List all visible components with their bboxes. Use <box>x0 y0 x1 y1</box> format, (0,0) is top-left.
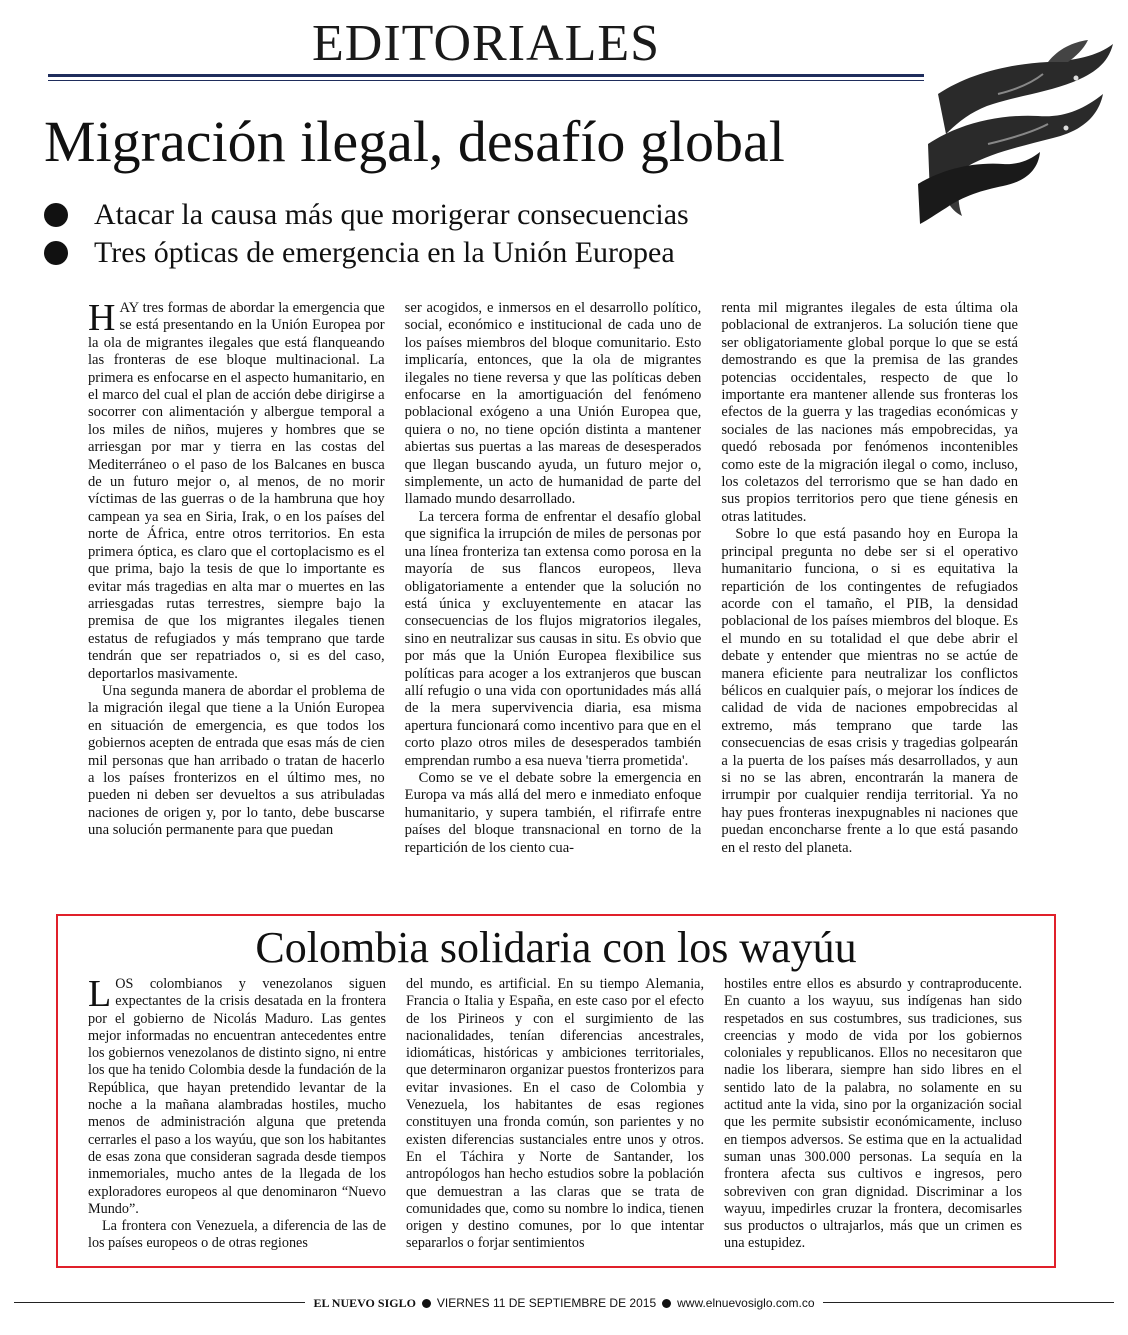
paragraph: La tercera forma de enfrentar el desafío global que significa la irrupción de miles de personas por una línea fronteriza tan extensa como porosa en la mayoría de sus flancos europeos, lleva obligatoriamente a entender que la solución no está única y excluyentemente en atacar las consecuencias de los flujos migratorios ilegales, sino en neutralizar sus causas in situ. Es obvio que por más que la Unión Europea flexibilice sus políticas para acoger a los extranjeros que buscan allí refugio o una vida con oportunidades más allá de la mera supervivencia diaria, esa misma apertura funcionará como incentivo para que en el corto plazo otros miles de desesperados también emprendan rumbo a esa nueva 'tierra prometida'. <box>404 508 702 769</box>
paragraph-text: colombianos y venezolanos siguen expectantes de la crisis desatada en la frontera por el gobierno de Nicolás Maduro. Las gentes mejor informadas no encuentran antecedentes entre los gobiernos venezolanos de distinto signo, ni entre los que ha tenido Colombia desde la fundación de la República, que hayan pretendido levantar de la noche a la mañana alambradas hostiles, mucho menos de administración alguna que pretenda cerrarles el paso a los wayúu, que son los habitantes de esas zona que consideran sagrada desde tiempos inmemoriales, mucho antes de la llegada de los exploradores europeos al que denominaron “Nuevo Mundo”. <box>88 976 386 1217</box>
paragraph: Una segunda manera de abordar el problema de la migración ilegal que tiene a la Unión Europea en situación de emergencia, es que todos los gobiernos acepten de entrada que esas más de cien mil personas que han arribado o tratan de hacerlo a los países fronterizos en el último mes, no pueden ni deben ser devueltos a sus atribuladas naciones de origen y, por lo tanto, debe buscarse una solución permanente para que puedan <box>88 682 385 839</box>
header-rule <box>48 74 924 77</box>
box-column-1 <box>88 976 386 1262</box>
lead-in: AY <box>119 300 139 316</box>
paragraph: Sobre lo que está pasando hoy en Europa la principal pregunta no debe ser si el operativo humanitario funciona, o si es equitativa la repartición de los contingentes de refugiados acorde con el tamaño, el PIB, la densidad poblacional de los países miembros del bloque. Es el mundo en su totalidad el que debe abrir el debate y entender que mientras no se actúe de manera eficiente para neutralizar los conflictos bélicos en cualquier país, o mejorar los índices de calidad de vida de naciones empobrecidas al extremo, más temprano que tarde las consecuencias de esas crisis y tragedias golpearán a la puerta de los países más desarrollados, y aun si no se las abren, encontrarán la manera de irrumpir por cualquier rendija territorial. Ya no hay pues fronteras inexpugnables ni naciones que puedan enconcharse frente a lo que está pasando en el resto del planeta. <box>721 526 1019 856</box>
subheadline-item <box>44 234 689 272</box>
box-column-3 <box>724 976 1022 1262</box>
paragraph: La frontera con Venezuela, a diferencia de las de los países europeos o de otras regiones <box>88 1218 386 1252</box>
paragraph <box>88 976 386 1218</box>
section-title: EDITORIALES <box>312 15 661 72</box>
footer-url[interactable]: www.elnuevosiglo.com.co <box>677 1296 815 1310</box>
box-body <box>88 976 1022 1262</box>
article-column-1 <box>88 300 385 908</box>
article-body <box>88 300 1018 908</box>
paragraph: del mundo, es artificial. En su tiempo Alemania, Francia o Italia y España, en este caso por el efecto de los Pirineos y con el surgimiento de las nacionalidades, tenían diferencias ancestrales, idiomáticas, históricas y ambiciones territoriales, que determinaron organizar puestos fronterizos para evitar invasiones. En el caso de Colombia y Venezuela, los habitantes de esas regiones constituyen una fronda común, son parientes y no existen diferencias sustanciales entre unos y otros. En el Táchira y Norte de Santander, los antropólogos han hecho estudios sobre la población que demuestran a las claras que se trata de comunidades que, como su nombre lo indica, tienen origen y destino comunes, por lo que intentar separarlos o forjar sentimientos <box>406 976 704 1252</box>
footer-brand: EL NUEVO SIGLO <box>313 1296 416 1310</box>
paragraph <box>88 300 385 683</box>
subheadline-text: Tres ópticas de emergencia en la Unión Europea <box>94 236 675 269</box>
header-rule-thin <box>48 80 924 81</box>
paragraph-text: tres formas de abordar la emergencia que se está presentando en la Unión Europea por la ola de migrantes ilegales que está flanqueando las fronteras de ese bloque multinacional. La primera es enfocarse en el aspecto humanitario, en el marco del cual el plan de acción debe dirigirse a socorrer con alimentación y albergue temporal a los miles de niños, mujeres y hombres que se arriesgan por mar y tierra en las costas del Mediterráneo o el paso de los Balcanes en busca de un futuro mejor o, al menos, de no morir víctimas de las guerras o de la hambruna que hoy campean ya sea en Siria, Irak, o en los países del norte de África, entre otros territorios. En esta primera óptica, es claro que el cortoplacismo es el que prima, bajo la tesis de que lo importante es evitar más tragedias en alta mar o muertes en las arriesgadas rutas terrestres, siempre bajo la premisa de que los migrantes ilegales tienen estatus de refugiados y más temprano que tarde tendrán que ser repatriados o, si es del caso, deportarlos masivamente. <box>88 300 385 682</box>
footer-strip <box>305 1296 822 1311</box>
subheadline-text: Atacar la causa más que morigerar consecuencias <box>94 198 689 231</box>
paragraph: ser acogidos, e inmersos en el desarrollo político, social, económico e institucional de cada uno de los países miembros del bloque comunitario. Esto implicaría, entonces, que la ola de migrantes ilegales no tiene reversa y que las políticas deben enfocarse en la amortiguación del fenómeno poblacional exógeno a una Unión Europea que, quiera o no, no tiene opción distinta a mantener abiertas sus puertas a las mareas de desesperados que llegan buscando ayuda, un futuro mejor o, simplemente, un acto de humanidad de parte del llamado mundo desarrollado. <box>404 300 702 508</box>
paragraph: Como se ve el debate sobre la emergencia en Europa va más allá del mero e inmediato enfoque humanitario, y supera también, el rifirrafe entre países del bloque transnacional en torno de la repartición de los ciento cua- <box>404 769 702 856</box>
article-headline: Migración ilegal, desafío global <box>44 109 785 174</box>
subheadline-item <box>44 196 689 234</box>
bullet-dot-icon <box>662 1299 671 1308</box>
bullet-dot-icon <box>422 1299 431 1308</box>
box-headline: Colombia solidaria con los wayúu <box>255 923 857 972</box>
page-footer <box>0 1296 1128 1311</box>
bullet-dot-icon <box>44 241 68 265</box>
drop-cap: L <box>88 976 112 1015</box>
article-column-2 <box>405 300 702 908</box>
horse-sculpture-illustration <box>898 34 1120 224</box>
footer-date: VIERNES 11 DE SEPTIEMBRE DE 2015 <box>436 1296 657 1310</box>
lead-in: OS <box>115 976 134 992</box>
paragraph: hostiles entre ellos es absurdo y contraproducente. En cuanto a los wayuu, sus indígenas han sido respetados en sus costumbres, sus tradiciones, sus creencias y modo de vida por los gobiernos coloniales y republicanos. Ellos no necesitaron que nadie los liberara, siempre han sido libres en el sentido lato de la palabra, no solamente en su actitud ante la vida, sino por la organización social que les permite subsistir económicamente, incluso en tiempos adversos. Se estima que en la actualidad suman unas 300.000 personas. La sequía en la frontera afecta sus cultivos e ingresos, pero sobreviven con gran dignidad. Discriminar a los wayuu, impedirles cruzar la frontera, decomisarles sus productos o ultrajarlos, más que un crimen es una estupidez. <box>724 976 1022 1252</box>
drop-cap: H <box>88 300 116 339</box>
box-column-2 <box>406 976 704 1262</box>
article-column-3 <box>721 300 1018 908</box>
highlighted-editorial-box <box>56 914 1056 1268</box>
paragraph: renta mil migrantes ilegales de esta última ola poblacional de extranjeros. La solución tiene que ser obligatoriamente global porque lo que se está demostrando es que la premisa de las grandes potencias occidentales, respecto de que lo importante era mantener allende sus fronteras los efectos de la guerra y las tragedias económicas y sociales de las naciones más empobrecidas, ya quedó rebosada por fenómenos incontenibles como este de la migración ilegal o como, incluso, los coletazos del terrorismo que se han dado en sus propios territorios pero que tiene génesis en otras latitudes. <box>721 300 1019 525</box>
bullet-dot-icon <box>44 203 68 227</box>
subheadline-list <box>44 196 689 272</box>
